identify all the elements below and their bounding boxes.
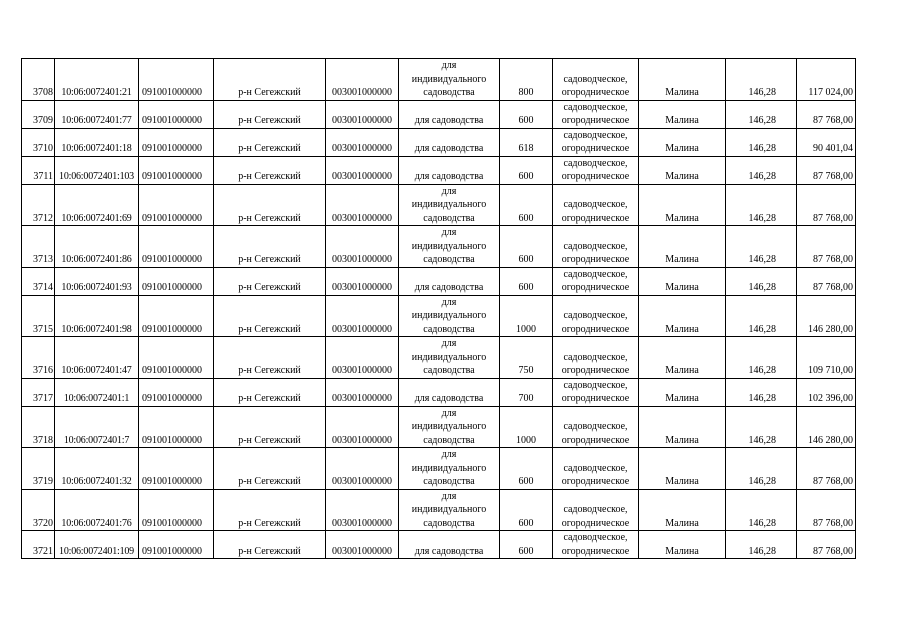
territory-code: 003001000000: [326, 156, 399, 184]
category-line: садоводческое,: [563, 268, 628, 280]
district: р-н Сегежский: [214, 100, 326, 128]
use-line: для: [441, 490, 457, 502]
district: р-н Сегежский: [214, 59, 326, 101]
land-category: [553, 531, 639, 559]
area: 600: [500, 267, 553, 295]
territory-code: 003001000000: [326, 337, 399, 379]
use-line: садоводства: [423, 517, 475, 529]
locality: Малина: [639, 59, 726, 101]
permitted-use: [399, 59, 500, 101]
permitted-use: [399, 184, 500, 226]
table-row: [22, 489, 856, 531]
table-row: [22, 406, 856, 448]
category-line: садоводческое,: [563, 73, 628, 85]
territory-code: 003001000000: [326, 489, 399, 531]
use-line: индивидуального: [411, 73, 487, 85]
use-line: для: [441, 449, 457, 460]
table-row: [22, 226, 856, 268]
specific-value: 146,28: [726, 295, 797, 337]
specific-value: 146,28: [726, 531, 797, 559]
use-line: для: [441, 407, 457, 419]
area: 600: [500, 184, 553, 226]
specific-value: 146,28: [726, 184, 797, 226]
cadastral-value: 87 768,00: [797, 156, 856, 184]
land-category: [553, 226, 639, 268]
table-row: [22, 267, 856, 295]
row-number: 3714: [22, 267, 55, 295]
specific-value: 146,28: [726, 156, 797, 184]
territory-code: 003001000000: [326, 226, 399, 268]
row-number: 3718: [22, 406, 55, 448]
area: 1000: [500, 406, 553, 448]
district: р-н Сегежский: [214, 226, 326, 268]
specific-value: 146,28: [726, 226, 797, 268]
cadastral-value: 87 768,00: [797, 226, 856, 268]
locality: Малина: [639, 156, 726, 184]
use-line: садоводства: [423, 254, 475, 265]
cadastral-number: 10:06:0072401:86: [55, 226, 139, 268]
category-line: огородническое: [561, 115, 630, 126]
use-line: садоводства: [423, 434, 475, 446]
locality: Малина: [639, 100, 726, 128]
land-category: [553, 295, 639, 337]
use-line: для садоводства: [414, 143, 484, 154]
cadastral-value: 90 401,04: [797, 128, 856, 156]
district: р-н Сегежский: [214, 184, 326, 226]
row-number: 3721: [22, 531, 55, 559]
table-body: [22, 59, 856, 559]
row-number: 3716: [22, 337, 55, 379]
land-category: [553, 156, 639, 184]
permitted-use: [399, 295, 500, 337]
land-category: [553, 448, 639, 490]
table-row: [22, 128, 856, 156]
use-line: садоводства: [423, 476, 475, 487]
use-line: индивидуального: [411, 199, 487, 210]
okato-code: 091001000000: [139, 156, 214, 184]
category-line: садоводческое,: [563, 157, 628, 169]
table-row: [22, 378, 856, 406]
area: 750: [500, 337, 553, 379]
territory-code: 003001000000: [326, 448, 399, 490]
land-category: [553, 378, 639, 406]
row-number: 3715: [22, 295, 55, 337]
specific-value: 146,28: [726, 128, 797, 156]
category-line: садоводческое,: [563, 199, 628, 210]
cadastral-number: 10:06:0072401:76: [55, 489, 139, 531]
cadastral-value: 87 768,00: [797, 100, 856, 128]
use-line: для: [441, 60, 457, 71]
table-row: [22, 295, 856, 337]
cadastral-number: 10:06:0072401:109: [55, 531, 139, 559]
cadastral-number: 10:06:0072401:21: [55, 59, 139, 101]
specific-value: 146,28: [726, 378, 797, 406]
table-row: [22, 337, 856, 379]
category-line: огородническое: [561, 254, 630, 265]
category-line: огородническое: [561, 323, 630, 335]
permitted-use: [399, 267, 500, 295]
permitted-use: [399, 100, 500, 128]
specific-value: 146,28: [726, 59, 797, 101]
district: р-н Сегежский: [214, 378, 326, 406]
permitted-use: [399, 406, 500, 448]
locality: Малина: [639, 128, 726, 156]
category-line: огородническое: [561, 171, 630, 182]
area: 600: [500, 226, 553, 268]
category-line: садоводческое,: [563, 379, 628, 391]
use-line: индивидуального: [411, 421, 487, 432]
territory-code: 003001000000: [326, 295, 399, 337]
category-line: садоводческое,: [563, 310, 628, 321]
land-category: [553, 267, 639, 295]
cadastral-number: 10:06:0072401:18: [55, 128, 139, 156]
use-line: индивидуального: [411, 310, 487, 321]
category-line: садоводческое,: [563, 462, 628, 474]
permitted-use: [399, 226, 500, 268]
use-line: для: [441, 227, 457, 238]
category-line: огородническое: [561, 517, 630, 529]
category-line: огородническое: [561, 282, 630, 293]
category-line: садоводческое,: [563, 421, 628, 432]
use-line: индивидуального: [411, 504, 487, 515]
row-number: 3708: [22, 59, 55, 101]
land-parcel-table: [21, 58, 856, 559]
use-line: для садоводства: [414, 171, 484, 182]
district: р-н Сегежский: [214, 337, 326, 379]
use-line: индивидуального: [411, 351, 487, 363]
locality: Малина: [639, 448, 726, 490]
specific-value: 146,28: [726, 267, 797, 295]
category-line: огородническое: [561, 212, 630, 224]
table-row: [22, 100, 856, 128]
district: р-н Сегежский: [214, 156, 326, 184]
locality: Малина: [639, 184, 726, 226]
territory-code: 003001000000: [326, 100, 399, 128]
locality: Малина: [639, 489, 726, 531]
row-number: 3720: [22, 489, 55, 531]
category-line: огородническое: [561, 434, 630, 446]
land-category: [553, 489, 639, 531]
cadastral-value: 87 768,00: [797, 267, 856, 295]
use-line: садоводства: [423, 323, 475, 335]
use-line: для садоводства: [414, 115, 484, 126]
okato-code: 091001000000: [139, 406, 214, 448]
cadastral-value: 87 768,00: [797, 448, 856, 490]
row-number: 3717: [22, 378, 55, 406]
cadastral-value: 117 024,00: [797, 59, 856, 101]
territory-code: 003001000000: [326, 531, 399, 559]
area: 600: [500, 100, 553, 128]
use-line: для садоводства: [414, 282, 484, 293]
okato-code: 091001000000: [139, 295, 214, 337]
category-line: садоводческое,: [563, 351, 628, 363]
category-line: садоводческое,: [563, 101, 628, 113]
use-line: для садоводства: [414, 545, 484, 557]
table-row: [22, 59, 856, 101]
category-line: огородническое: [561, 365, 630, 376]
permitted-use: [399, 156, 500, 184]
cadastral-number: 10:06:0072401:1: [55, 378, 139, 406]
land-category: [553, 59, 639, 101]
land-category: [553, 128, 639, 156]
category-line: огородническое: [561, 143, 630, 154]
area: 600: [500, 448, 553, 490]
category-line: садоводческое,: [563, 532, 628, 543]
use-line: садоводства: [423, 365, 475, 376]
specific-value: 146,28: [726, 337, 797, 379]
territory-code: 003001000000: [326, 406, 399, 448]
permitted-use: [399, 128, 500, 156]
use-line: садоводства: [423, 212, 475, 224]
okato-code: 091001000000: [139, 267, 214, 295]
use-line: для: [441, 338, 457, 349]
district: р-н Сегежский: [214, 128, 326, 156]
permitted-use: [399, 489, 500, 531]
district: р-н Сегежский: [214, 406, 326, 448]
cadastral-number: 10:06:0072401:103: [55, 156, 139, 184]
category-line: огородническое: [561, 545, 630, 557]
category-line: садоводческое,: [563, 504, 628, 515]
category-line: садоводческое,: [563, 129, 628, 141]
row-number: 3719: [22, 448, 55, 490]
land-category: [553, 337, 639, 379]
land-category: [553, 100, 639, 128]
okato-code: 091001000000: [139, 59, 214, 101]
use-line: индивидуального: [411, 240, 487, 252]
cadastral-value: 109 710,00: [797, 337, 856, 379]
territory-code: 003001000000: [326, 59, 399, 101]
category-line: огородническое: [561, 393, 630, 404]
locality: Малина: [639, 267, 726, 295]
table-row: [22, 531, 856, 559]
category-line: огородническое: [561, 87, 630, 98]
okato-code: 091001000000: [139, 531, 214, 559]
use-line: индивидуального: [411, 462, 487, 474]
cadastral-value: 87 768,00: [797, 489, 856, 531]
okato-code: 091001000000: [139, 100, 214, 128]
cadastral-number: 10:06:0072401:77: [55, 100, 139, 128]
area: 1000: [500, 295, 553, 337]
area: 600: [500, 489, 553, 531]
category-line: садоводческое,: [563, 240, 628, 252]
specific-value: 146,28: [726, 448, 797, 490]
territory-code: 003001000000: [326, 128, 399, 156]
table-row: [22, 156, 856, 184]
category-line: огородническое: [561, 476, 630, 487]
okato-code: 091001000000: [139, 489, 214, 531]
okato-code: 091001000000: [139, 448, 214, 490]
use-line: для: [441, 296, 457, 308]
row-number: 3713: [22, 226, 55, 268]
district: р-н Сегежский: [214, 295, 326, 337]
okato-code: 091001000000: [139, 184, 214, 226]
specific-value: 146,28: [726, 406, 797, 448]
district: р-н Сегежский: [214, 531, 326, 559]
cadastral-number: 10:06:0072401:69: [55, 184, 139, 226]
row-number: 3709: [22, 100, 55, 128]
locality: Малина: [639, 531, 726, 559]
row-number: 3712: [22, 184, 55, 226]
use-line: для: [441, 185, 457, 197]
territory-code: 003001000000: [326, 267, 399, 295]
use-line: садоводства: [423, 87, 475, 98]
cadastral-value: 87 768,00: [797, 184, 856, 226]
okato-code: 091001000000: [139, 128, 214, 156]
district: р-н Сегежский: [214, 267, 326, 295]
locality: Малина: [639, 406, 726, 448]
cadastral-number: 10:06:0072401:98: [55, 295, 139, 337]
territory-code: 003001000000: [326, 378, 399, 406]
cadastral-value: 102 396,00: [797, 378, 856, 406]
area: 800: [500, 59, 553, 101]
specific-value: 146,28: [726, 100, 797, 128]
cadastral-value: 146 280,00: [797, 406, 856, 448]
permitted-use: [399, 337, 500, 379]
table-row: [22, 448, 856, 490]
permitted-use: [399, 531, 500, 559]
row-number: 3710: [22, 128, 55, 156]
permitted-use: [399, 448, 500, 490]
cadastral-number: 10:06:0072401:7: [55, 406, 139, 448]
cadastral-number: 10:06:0072401:32: [55, 448, 139, 490]
okato-code: 091001000000: [139, 378, 214, 406]
specific-value: 146,28: [726, 489, 797, 531]
area: 600: [500, 156, 553, 184]
land-category: [553, 184, 639, 226]
use-line: для садоводства: [414, 393, 484, 404]
locality: Малина: [639, 295, 726, 337]
table-row: [22, 184, 856, 226]
okato-code: 091001000000: [139, 337, 214, 379]
district: р-н Сегежский: [214, 448, 326, 490]
okato-code: 091001000000: [139, 226, 214, 268]
cadastral-number: 10:06:0072401:47: [55, 337, 139, 379]
area: 618: [500, 128, 553, 156]
area: 600: [500, 531, 553, 559]
territory-code: 003001000000: [326, 184, 399, 226]
locality: Малина: [639, 226, 726, 268]
district: р-н Сегежский: [214, 489, 326, 531]
locality: Малина: [639, 337, 726, 379]
area: 700: [500, 378, 553, 406]
permitted-use: [399, 378, 500, 406]
cadastral-value: 87 768,00: [797, 531, 856, 559]
locality: Малина: [639, 378, 726, 406]
land-category: [553, 406, 639, 448]
cadastral-value: 146 280,00: [797, 295, 856, 337]
row-number: 3711: [22, 156, 55, 184]
cadastral-number: 10:06:0072401:93: [55, 267, 139, 295]
